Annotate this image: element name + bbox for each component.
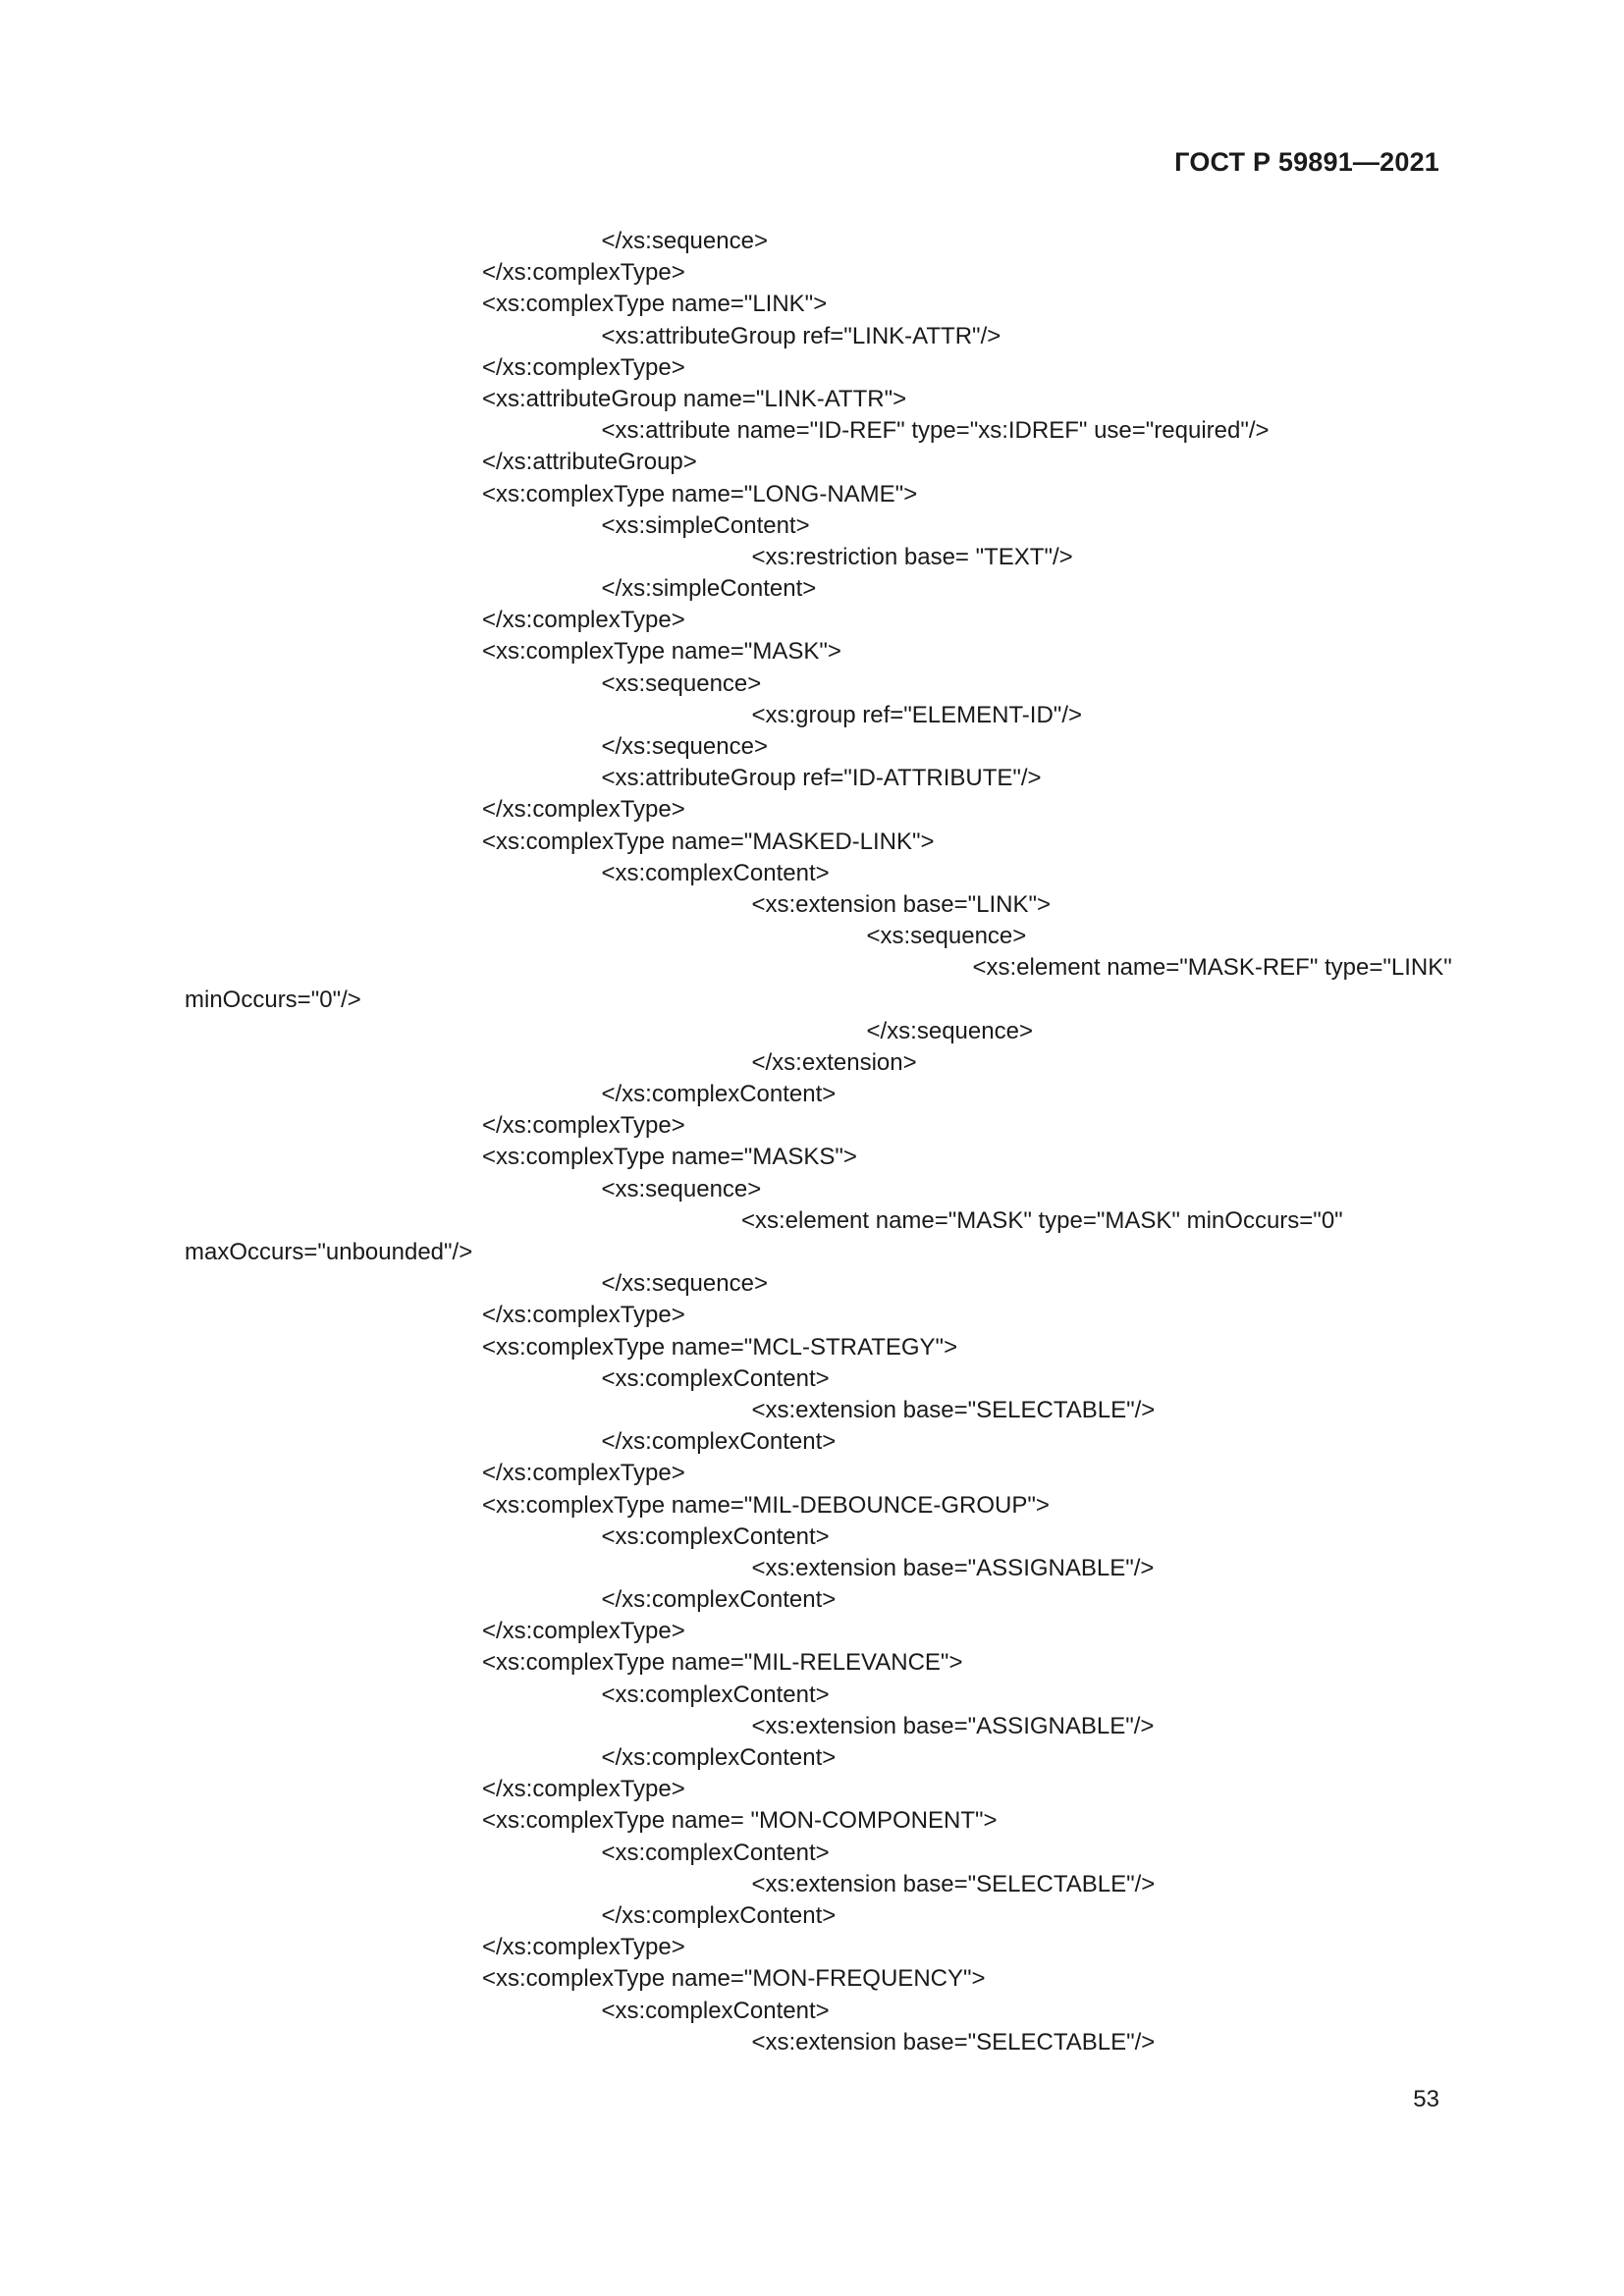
code-line: <xs:complexType name="MASKS"> (482, 1144, 857, 1171)
code-line: <xs:restriction base= "TEXT"/> (751, 543, 1073, 570)
code-line: <xs:extension base="ASSIGNABLE"/> (751, 1712, 1155, 1739)
code-line: <xs:sequence> (601, 669, 762, 697)
code-line: </xs:sequence> (601, 228, 768, 254)
document-header: ГОСТ Р 59891—2021 (1174, 147, 1439, 177)
code-line: <xs:complexType name="MCL-STRATEGY"> (482, 1333, 958, 1361)
code-line: <xs:complexContent> (601, 1681, 830, 1708)
code-line: </xs:complexType> (482, 1302, 685, 1329)
code-line: <xs:complexType name="MASK"> (482, 638, 841, 666)
code-line: <xs:group ref="ELEMENT-ID"/> (751, 701, 1083, 728)
code-line: </xs:complexType> (482, 353, 685, 381)
code-line: <xs:attributeGroup name="LINK-ATTR"> (482, 385, 907, 412)
xsd-code-listing (185, 226, 1452, 2058)
code-line: </xs:complexContent> (601, 1901, 837, 1929)
code-line: <xs:extension base="LINK"> (751, 890, 1052, 918)
code-line: </xs:complexType> (482, 1460, 685, 1487)
code-line: <xs:complexContent> (601, 859, 830, 886)
code-line: <xs:complexType name="MIL-RELEVANCE"> (482, 1649, 963, 1677)
code-line: minOccurs="0"/> (185, 986, 361, 1013)
code-line: </xs:complexType> (482, 259, 685, 287)
code-line: </xs:sequence> (601, 1270, 768, 1298)
code-line: <xs:complexType name="MASKED-LINK"> (482, 828, 935, 855)
code-line: </xs:extension> (751, 1048, 917, 1076)
code-line: </xs:complexType> (482, 796, 685, 824)
code-line: </xs:complexContent> (601, 1744, 837, 1771)
code-line: <xs:extension base="SELECTABLE"/> (751, 1396, 1156, 1423)
code-line: <xs:complexContent> (601, 1839, 830, 1866)
code-line: </xs:complexContent> (601, 1428, 837, 1456)
code-line: <xs:complexType name= "MON-COMPONENT"> (482, 1807, 998, 1835)
code-line: <xs:complexType name="MON-FREQUENCY"> (482, 1965, 986, 1993)
code-line: <xs:complexContent> (601, 1364, 830, 1392)
code-line: </xs:complexType> (482, 607, 685, 634)
code-line: </xs:complexContent> (601, 1586, 837, 1614)
code-line: <xs:attributeGroup ref="ID-ATTRIBUTE"/> (601, 765, 1042, 792)
code-line: <xs:simpleContent> (601, 511, 810, 539)
code-line: </xs:attributeGroup> (482, 449, 697, 476)
code-line: </xs:sequence> (601, 733, 768, 760)
code-line: <xs:element name="MASK-REF" type="LINK" (972, 954, 1452, 982)
code-line: </xs:sequence> (866, 1017, 1033, 1044)
code-line: </xs:complexType> (482, 1776, 685, 1803)
code-line: </xs:complexType> (482, 1112, 685, 1140)
code-line: <xs:complexContent> (601, 1997, 830, 2024)
code-line: </xs:simpleContent> (601, 575, 817, 603)
code-line: </xs:complexContent> (601, 1081, 837, 1108)
code-line: <xs:sequence> (601, 1175, 762, 1202)
page-number: 53 (1413, 2086, 1439, 2112)
code-line: </xs:complexType> (482, 1618, 685, 1645)
code-line: <xs:extension base="SELECTABLE"/> (751, 1870, 1156, 1897)
code-line: maxOccurs="unbounded"/> (185, 1239, 473, 1265)
code-line: <xs:complexType name="MIL-DEBOUNCE-GROUP"> (482, 1491, 1050, 1519)
code-line: <xs:attributeGroup ref="LINK-ATTR"/> (601, 322, 1001, 349)
code-line: <xs:element name="MASK" type="MASK" minOccurs="0" (741, 1206, 1343, 1234)
code-line: <xs:sequence> (866, 923, 1027, 950)
code-line: <xs:extension base="ASSIGNABLE"/> (751, 1554, 1155, 1581)
code-line: <xs:attribute name="ID-REF" type="xs:IDREF" use="required"/> (601, 417, 1270, 445)
code-line: <xs:extension base="SELECTABLE"/> (751, 2028, 1156, 2056)
code-line: </xs:complexType> (482, 1934, 685, 1961)
code-line: <xs:complexContent> (601, 1522, 830, 1550)
code-line: <xs:complexType name="LONG-NAME"> (482, 480, 918, 507)
code-line: <xs:complexType name="LINK"> (482, 291, 828, 318)
